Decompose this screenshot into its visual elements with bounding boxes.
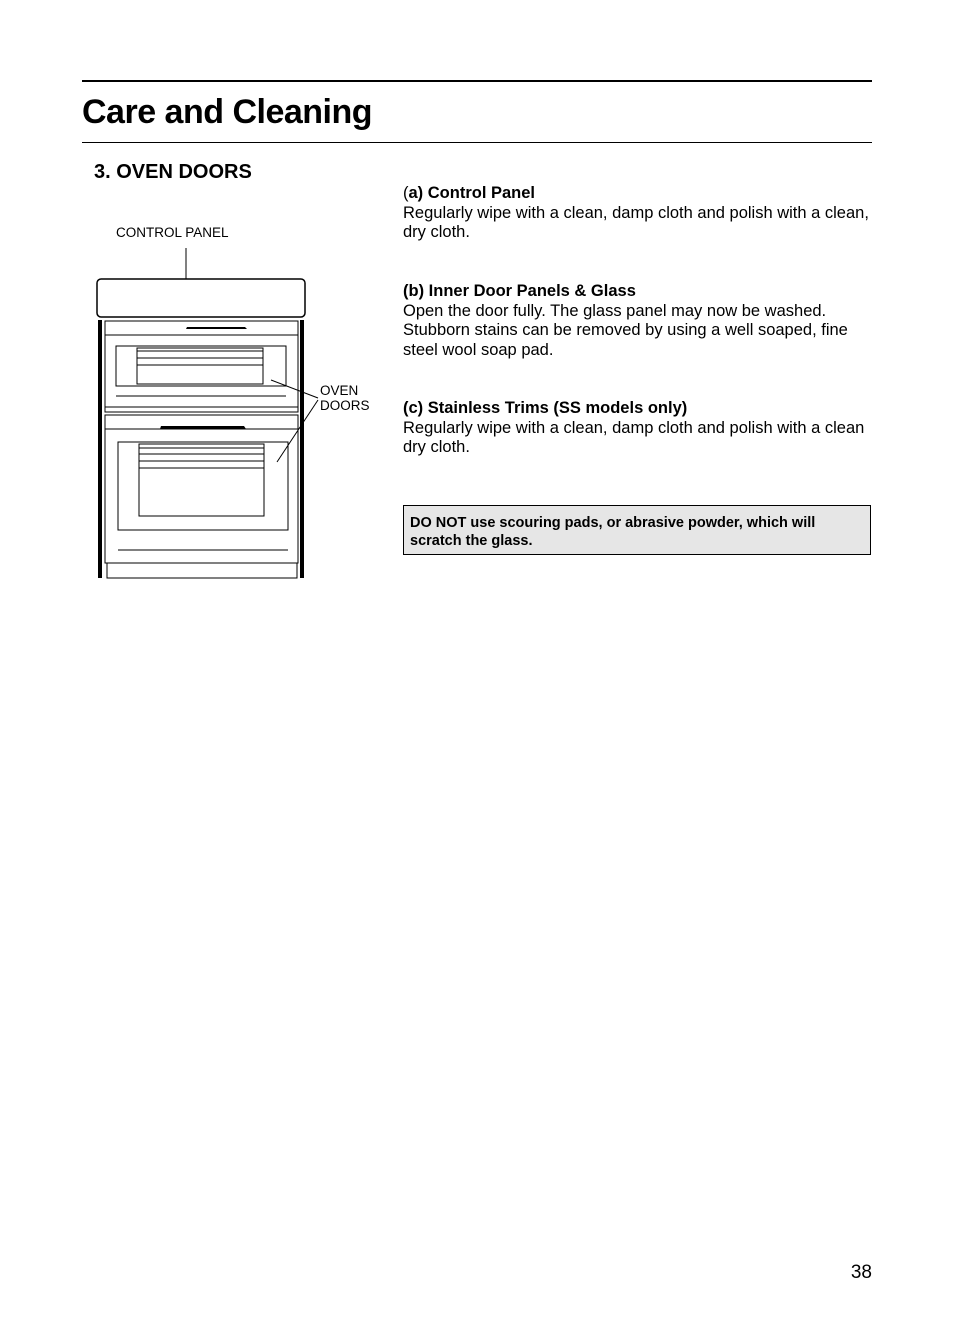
item-a-prefix: ( xyxy=(403,184,409,202)
item-b-title: (b) Inner Door Panels & Glass xyxy=(403,282,636,300)
item-c-body: Regularly wipe with a clean, damp cloth and polish with a clean dry cloth. xyxy=(403,418,865,456)
section-inner-door-panels xyxy=(403,282,881,360)
item-b-body: Open the door fully. The glass panel may now be washed. Stubborn stains can be removed by using a well soaped, fine steel wool soap pad. xyxy=(403,301,848,359)
oven-diagram xyxy=(90,210,390,590)
item-a-body: Regularly wipe with a clean, damp cloth and polish with a clean, dry cloth. xyxy=(403,203,869,241)
lower-oven-door xyxy=(105,415,298,578)
oven-doors-label-line1: OVEN xyxy=(320,383,359,398)
control-panel-shape xyxy=(97,279,305,317)
control-panel-label: CONTROL PANEL xyxy=(116,225,229,240)
oven-doors-label-line2: DOORS xyxy=(320,398,370,413)
warning-box: DO NOT use scouring pads, or abrasive powder, which will scratch the glass. xyxy=(403,505,871,555)
section-control-panel xyxy=(403,184,881,243)
page-number: 38 xyxy=(850,1262,872,1283)
page-title: Care and Cleaning xyxy=(82,93,373,131)
item-a-title: a) Control Panel xyxy=(408,184,536,202)
upper-oven-door xyxy=(105,321,298,412)
section-heading: 3. OVEN DOORS xyxy=(94,161,252,183)
title-rule xyxy=(82,142,872,143)
top-rule xyxy=(82,80,872,82)
section-stainless-trims xyxy=(403,399,881,458)
item-c-title: (c) Stainless Trims (SS models only) xyxy=(403,399,688,417)
